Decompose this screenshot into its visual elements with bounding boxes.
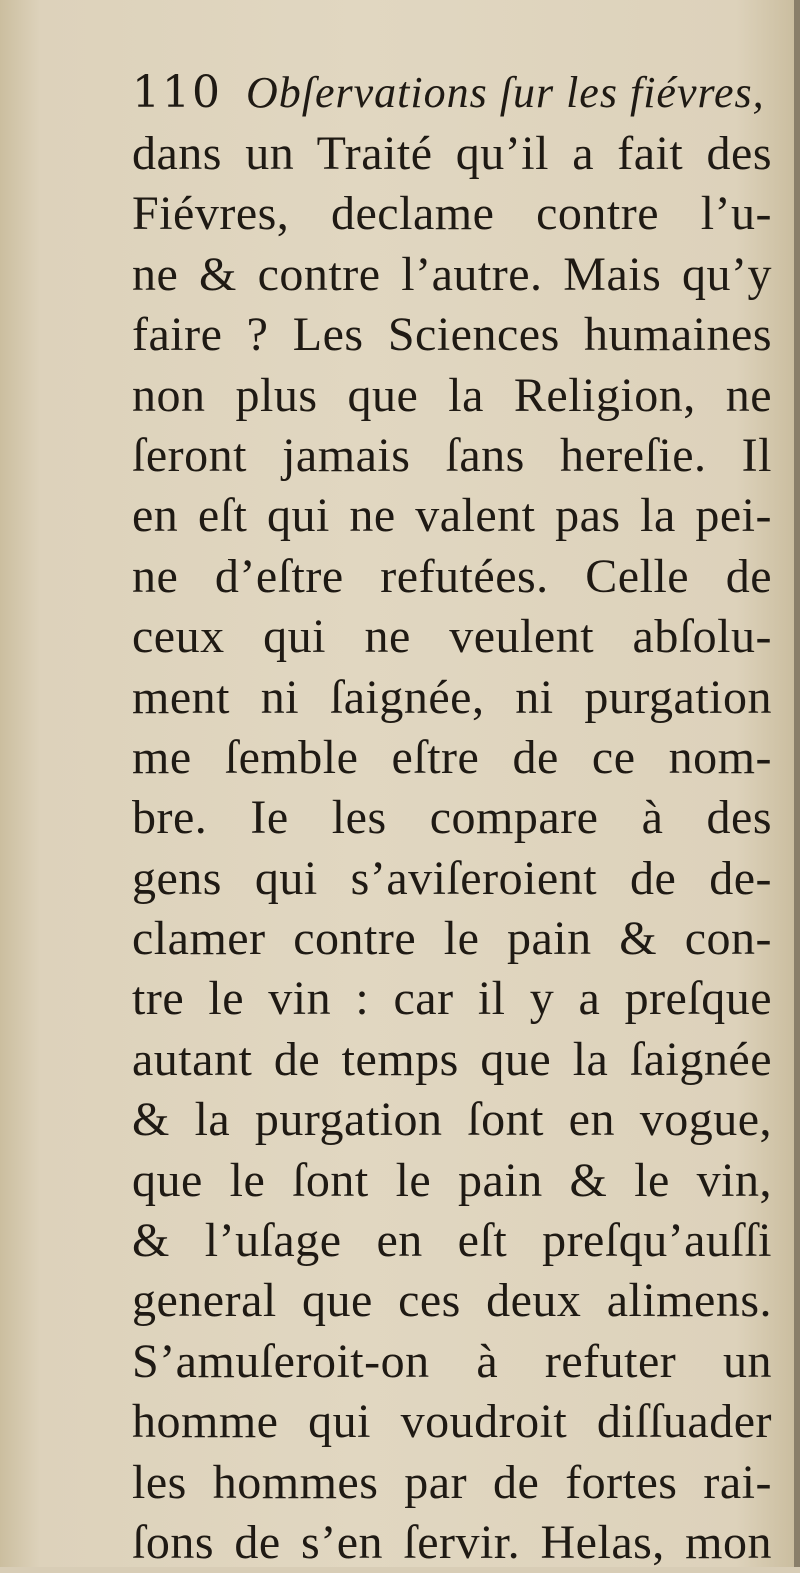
text-line: & la purgation ſont en vogue,: [132, 1093, 772, 1147]
text-line: que le ſont le pain & le vin,: [132, 1153, 772, 1207]
text-line: non plus que la Religion, ne: [132, 368, 772, 422]
text-line: les hommes par de fortes rai-: [132, 1455, 772, 1509]
text-line: ceux qui ne veulent abſolu-: [132, 610, 772, 664]
running-title: Obſervations ſur les fiévres,: [245, 68, 765, 117]
text-line: ne & contre l’autre. Mais qu’y: [132, 247, 772, 301]
text-line: general que ces deux alimens.: [132, 1274, 772, 1328]
text-block: [132, 62, 772, 1573]
text-line: ne d’eſtre refutées. Celle de: [132, 549, 772, 603]
text-line: dans un Traité qu’il a fait des: [132, 127, 772, 180]
text-line: me ſemble eſtre de ce nom-: [132, 730, 772, 784]
page-header: [132, 62, 772, 124]
text-line: Fiévres, declame contre l’u-: [132, 187, 772, 241]
text-line: tre le vin : car il y a preſque: [132, 972, 772, 1026]
text-line: gens qui s’aviſeroient de de-: [132, 851, 772, 905]
text-line: & l’uſage en eſt preſqu’auſſi: [132, 1214, 772, 1268]
text-line: en eſt qui ne valent pas la pei-: [132, 489, 772, 543]
text-line: bre. Ie les compare à des: [132, 791, 772, 845]
page-number: 110: [132, 67, 222, 118]
text-line: faire ? Les Sciences humaines: [132, 308, 772, 362]
text-line: ſons de s’en ſervir. Helas, mon: [132, 1515, 772, 1569]
text-line: homme qui voudroit diſſuader: [132, 1395, 772, 1449]
text-line: autant de temps que la ſaignée: [132, 1032, 772, 1086]
text-line: S’amuſeroit-on à refuter un: [132, 1334, 772, 1388]
text-line: ment ni ſaignée, ni purgation: [132, 670, 772, 724]
page-edge-shadow: [794, 0, 800, 1567]
text-line: ſeront jamais ſans hereſie. Il: [132, 428, 772, 482]
text-line: clamer contre le pain & con-: [132, 912, 772, 966]
